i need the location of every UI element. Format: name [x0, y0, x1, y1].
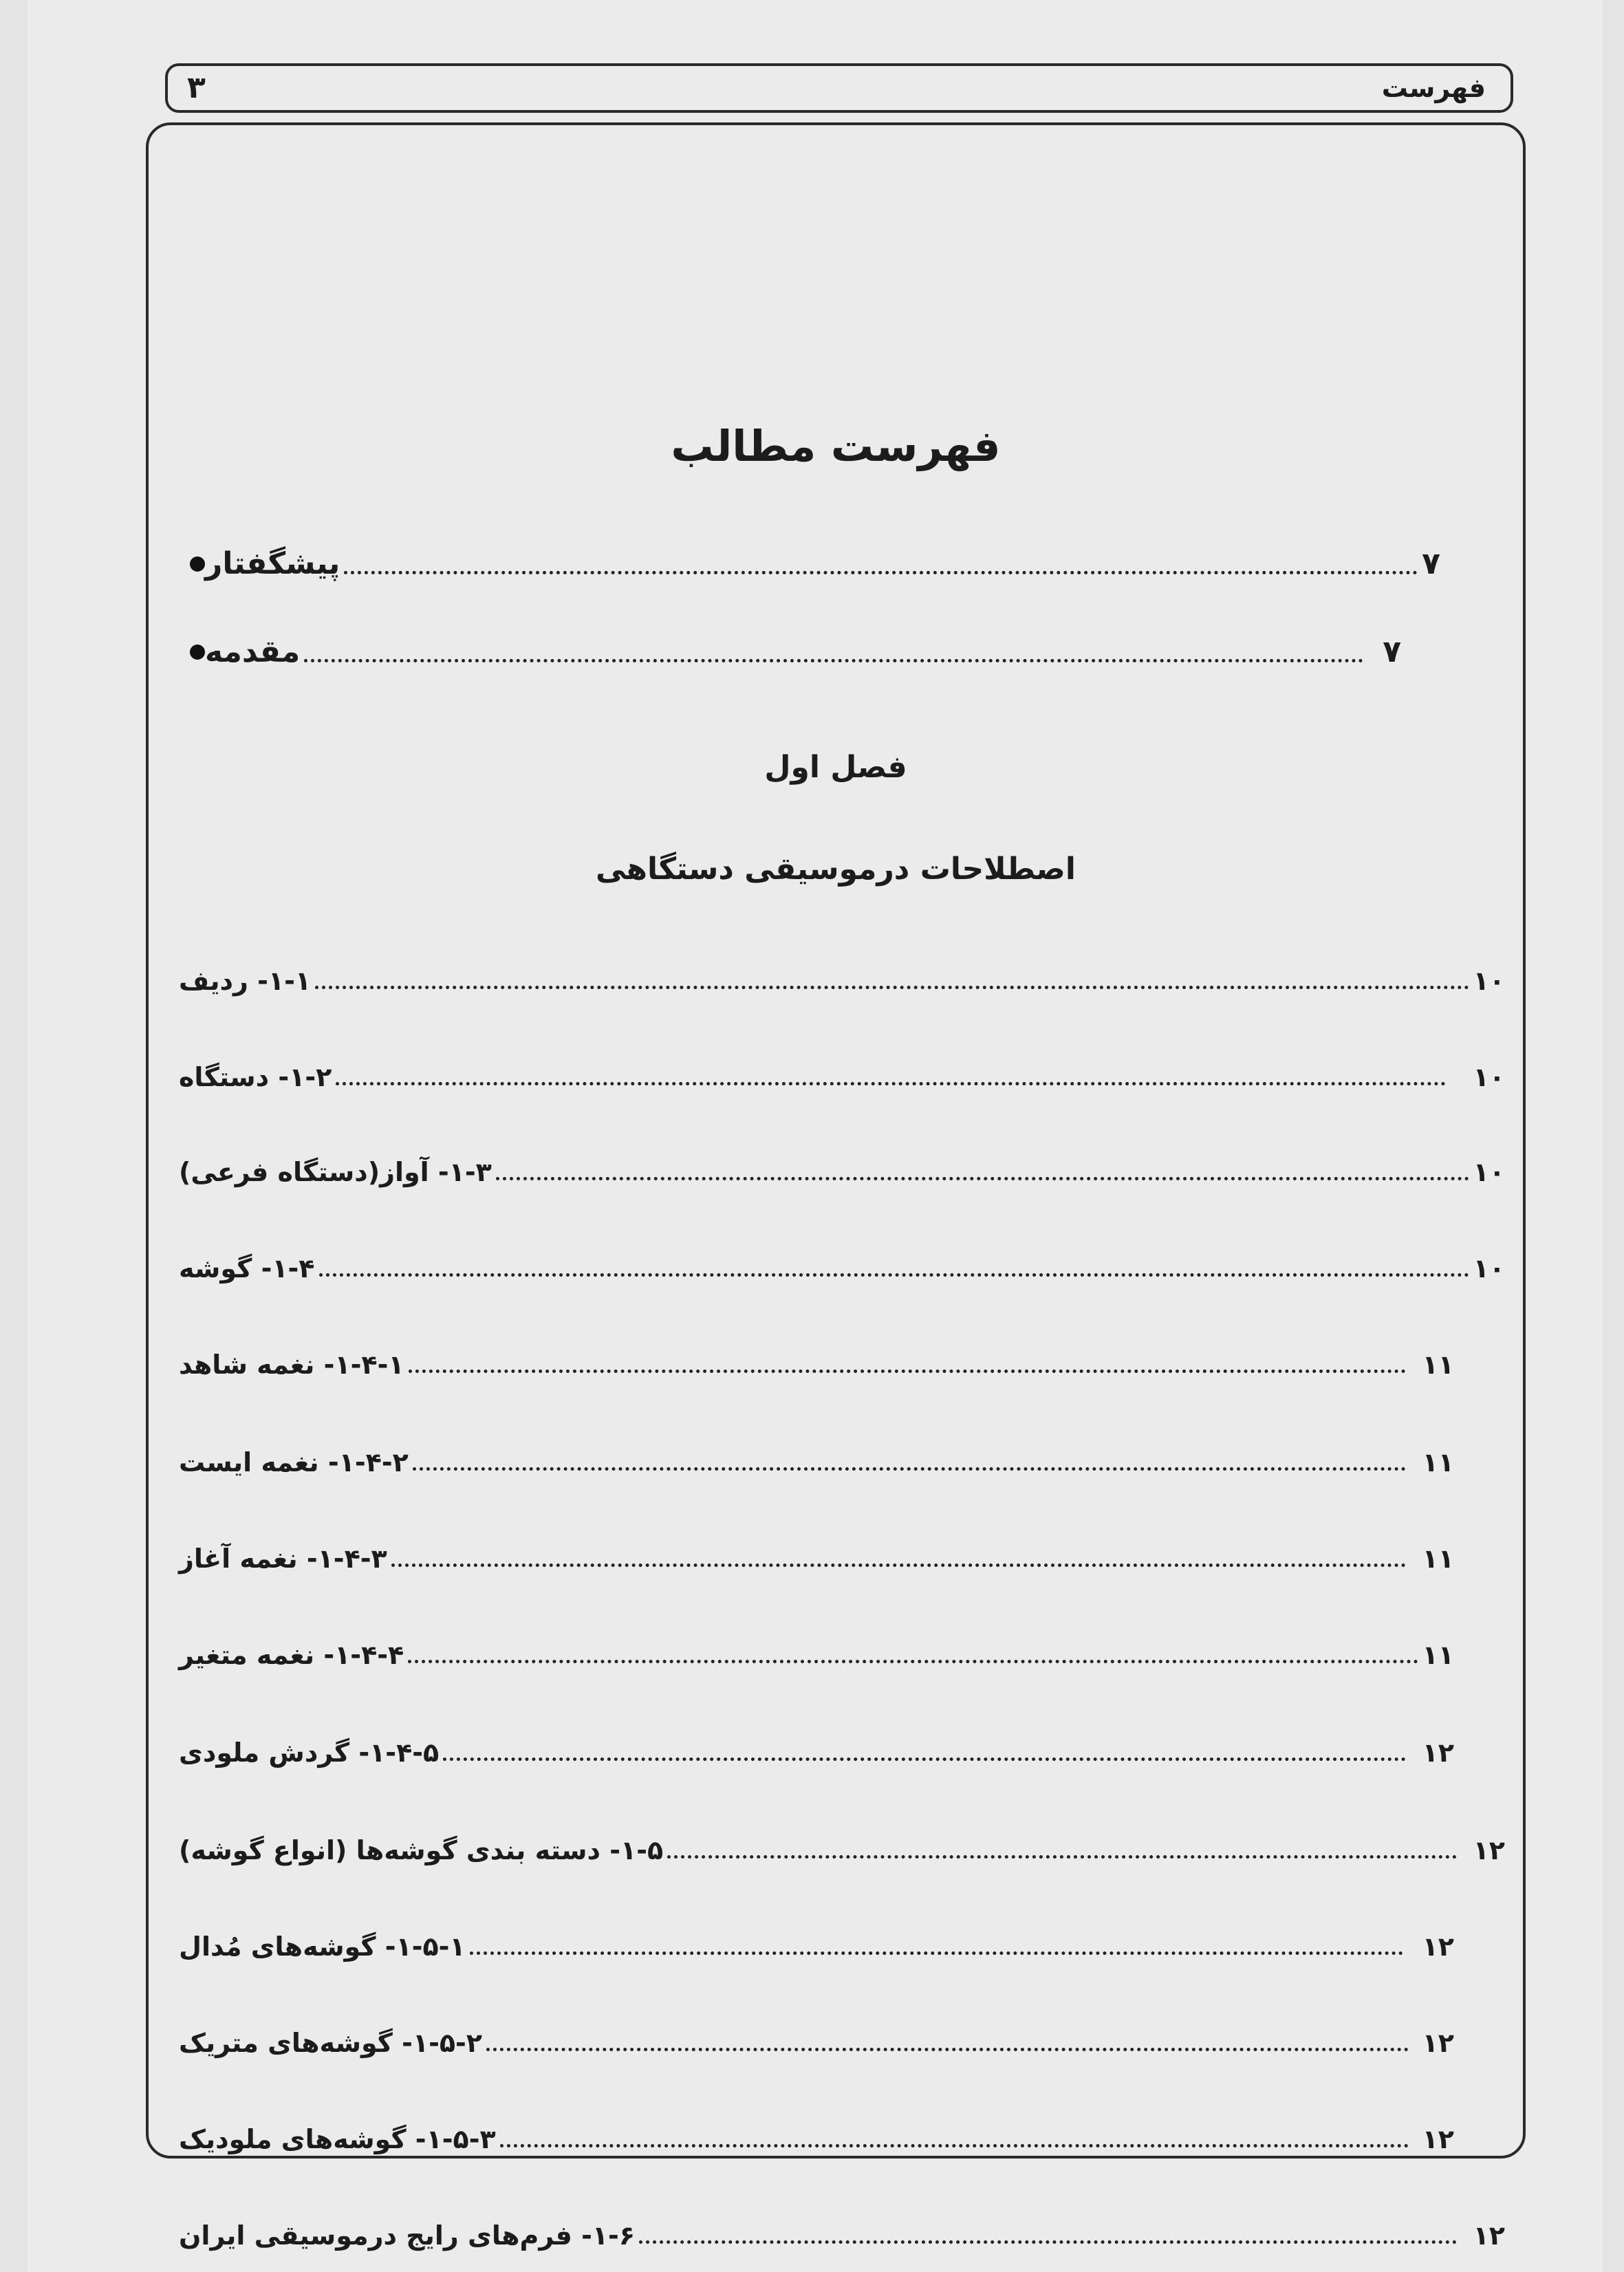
toc-entry[interactable] — [179, 2220, 1505, 2251]
toc-entry-page: ۱۰ — [1473, 966, 1505, 996]
toc-subentry[interactable] — [179, 1350, 1454, 1380]
toc-entry-label: ۱-۴-۳- نغمه آغاز — [179, 1544, 387, 1574]
toc-entry-label: ۱-۲- دستگاه — [179, 1062, 332, 1092]
toc-entry-label: ۱-۴-۴- نغمه متغیر — [179, 1640, 404, 1670]
toc-front-item[interactable] — [179, 634, 1440, 669]
toc-entry-page: ۱۱ — [1422, 1544, 1454, 1574]
toc-front-item[interactable] — [179, 546, 1440, 581]
toc-subentry[interactable] — [179, 2124, 1454, 2154]
dot-leader — [344, 571, 1418, 574]
toc-entry-label: ۱-۴- گوشه — [179, 1253, 315, 1284]
dot-leader — [413, 1467, 1406, 1471]
dot-leader — [639, 2240, 1457, 2244]
toc-entry[interactable] — [179, 1253, 1505, 1284]
bullet-icon — [190, 645, 205, 660]
dot-leader — [667, 1855, 1456, 1859]
page-number: ۳ — [187, 70, 206, 105]
toc-subentry[interactable] — [179, 1738, 1454, 1768]
toc-entry-page: ۱۰ — [1473, 1062, 1505, 1092]
toc-subentry[interactable] — [179, 1544, 1454, 1574]
toc-entry-page: ۱۲ — [1473, 1835, 1505, 1865]
toc-entry-label: ۱-۴-۵- گردش ملودی — [179, 1738, 440, 1768]
toc-subentry[interactable] — [179, 1640, 1454, 1670]
toc-entry-label: ۱-۳- آواز(دستگاه فرعی) — [179, 1157, 492, 1187]
toc-entry-page: ۱۰ — [1473, 1253, 1505, 1284]
toc-subentry[interactable] — [179, 1932, 1454, 1962]
bullet-icon — [190, 556, 205, 572]
toc-entry-label: ۱-۴-۱- نغمه شاهد — [179, 1350, 404, 1380]
toc-entry[interactable] — [179, 966, 1505, 996]
dot-leader — [304, 659, 1363, 662]
dot-leader — [470, 1951, 1403, 1955]
dot-leader — [391, 1564, 1406, 1567]
toc-subentry[interactable] — [179, 2028, 1454, 2058]
dot-leader — [336, 1082, 1445, 1085]
toc-entry-page: ۱۲ — [1473, 2220, 1505, 2251]
dot-leader — [409, 1370, 1406, 1373]
toc-entry[interactable] — [179, 1157, 1505, 1187]
dot-leader — [496, 1177, 1469, 1180]
running-header — [165, 63, 1513, 113]
toc-item-page: ۷ — [1383, 634, 1402, 669]
toc-item-label: مقدمه — [205, 634, 301, 669]
toc-entry-label: ۱-۵-۳- گوشه‌های ملودیک — [179, 2124, 496, 2154]
toc-entry-page: ۱۱ — [1422, 1447, 1454, 1478]
dot-leader — [315, 986, 1469, 989]
chapter-title: اصطلاحات درموسیقی دستگاهی — [595, 852, 1076, 887]
toc-item-label: پیشگفتار — [205, 546, 340, 581]
toc-entry[interactable] — [179, 1062, 1505, 1092]
toc-entry[interactable] — [179, 1835, 1505, 1865]
toc-entry-label: ۱-۶- فرم‌های رایج درموسیقی ایران — [179, 2220, 636, 2251]
toc-entry-page: ۱۲ — [1422, 1932, 1454, 1962]
dot-leader — [408, 1660, 1418, 1663]
dot-leader — [319, 1273, 1469, 1277]
toc-entry-page: ۱۱ — [1422, 1640, 1454, 1670]
content-frame — [146, 122, 1526, 2251]
dot-leader — [443, 1757, 1405, 1761]
toc-entry-label: ۱-۵- دسته بندی گوشه‌ها (انواع گوشه) — [179, 1835, 664, 1865]
toc-entry-label: ۱-۱- ردیف — [179, 966, 312, 996]
toc-entry-page: ۱۲ — [1422, 1738, 1454, 1768]
toc-entry-page: ۱۲ — [1422, 2124, 1454, 2154]
toc-subentry[interactable] — [179, 1447, 1454, 1478]
dot-leader — [486, 2048, 1409, 2051]
toc-entry-page: ۱۱ — [1422, 1350, 1454, 1380]
chapter-number: فصل اول — [764, 750, 907, 785]
dot-leader — [500, 2144, 1409, 2147]
toc-entry-page: ۱۲ — [1422, 2028, 1454, 2058]
toc-entry-page: ۱۰ — [1473, 1157, 1505, 1187]
running-header-title: فهرست — [1381, 73, 1486, 103]
toc-title: فهرست مطالب — [671, 421, 1001, 471]
toc-entry-label: ۱-۴-۲- نغمه ایست — [179, 1447, 409, 1478]
toc-entry-label: ۱-۵-۲- گوشه‌های متریک — [179, 2028, 482, 2058]
toc-entry-label: ۱-۵-۱- گوشه‌های مُدال — [179, 1932, 466, 1962]
toc-item-page: ۷ — [1422, 546, 1440, 581]
